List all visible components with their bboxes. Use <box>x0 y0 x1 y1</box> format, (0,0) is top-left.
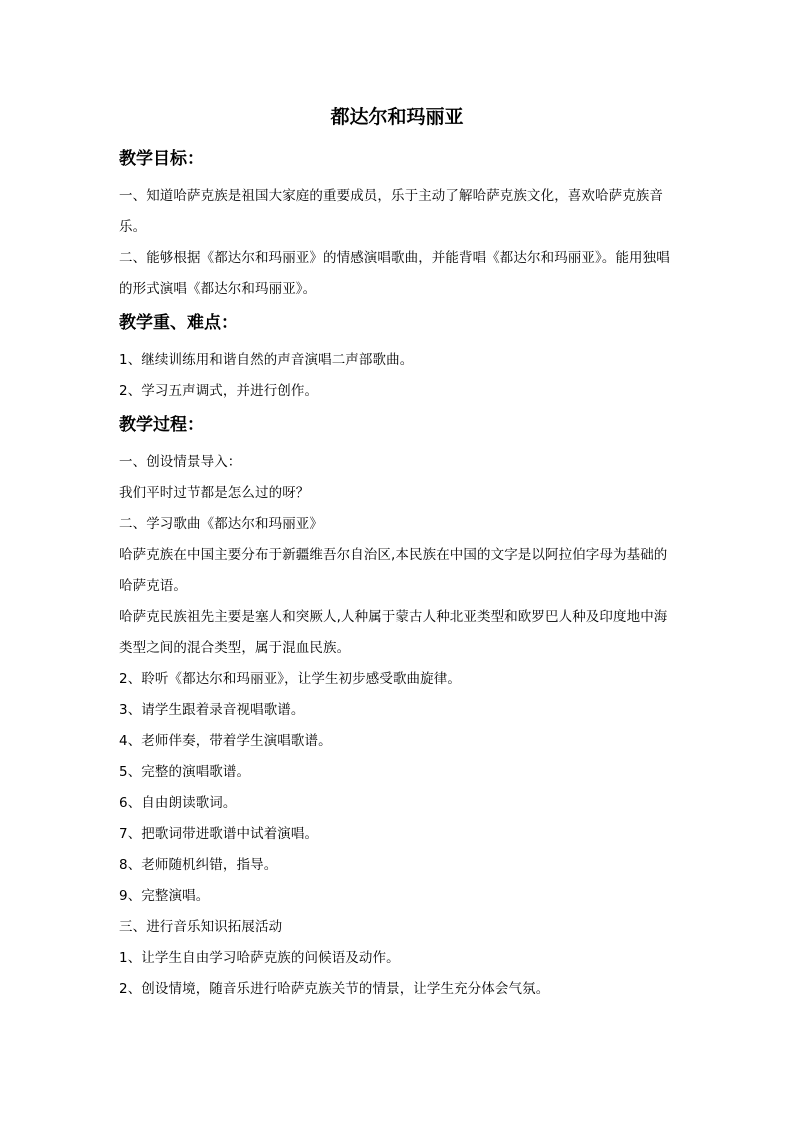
section-heading-process: 教学过程： <box>119 415 204 435</box>
paragraph: 4、老师伴奏，带着学生演唱歌谱。 <box>119 733 332 749</box>
paragraph: 5、完整的演唱歌谱。 <box>119 764 251 780</box>
paragraph: 6、自由朗读歌词。 <box>119 795 237 811</box>
paragraph: 3、请学生跟着录音视唱歌谱。 <box>119 702 305 718</box>
paragraph: 二、能够根据《都达尔和玛丽亚》的情感演唱歌曲，并能背唱《都达尔和玛丽亚》。能用独唱的形式演唱《都达尔和玛丽亚》。 <box>119 250 670 297</box>
paragraph: 哈萨克民族祖先主要是塞人和突厥人,人种属于蒙古人种北亚类型和欧罗巴人种及印度地中海类型之间的混合类型，属于混血民族。 <box>119 609 668 656</box>
paragraph: 7、把歌词带进歌谱中试着演唱。 <box>119 826 319 842</box>
paragraph: 一、知道哈萨克族是祖国大家庭的重要成员，乐于主动了解哈萨克族文化，喜欢哈萨克族音乐。 <box>119 188 663 235</box>
section-heading-key-points: 教学重、难点： <box>119 313 238 333</box>
paragraph: 我们平时过节都是怎么过的呀？ <box>119 485 310 501</box>
section-heading-objectives: 教学目标： <box>119 149 204 169</box>
paragraph: 1、让学生自由学习哈萨克族的问候语及动作。 <box>119 950 400 966</box>
paragraph: 1、继续训练用和谐自然的声音演唱二声部歌曲。 <box>119 352 414 368</box>
paragraph: 2、学习五声调式，并进行创作。 <box>119 383 319 399</box>
paragraph: 二、学习歌曲《都达尔和玛丽亚》 <box>119 516 323 532</box>
paragraph: 2、创设情境，随音乐进行哈萨克族关节的情景，让学生充分体会气氛。 <box>119 981 550 997</box>
paragraph: 2、聆听《都达尔和玛丽亚》，让学生初步感受歌曲旋律。 <box>119 671 461 687</box>
paragraph: 8、老师随机纠错，指导。 <box>119 857 278 873</box>
paragraph: 9、完整演唱。 <box>119 888 210 904</box>
paragraph: 三、进行音乐知识拓展活动 <box>119 919 283 935</box>
paragraph: 一、创设情景导入： <box>119 454 242 470</box>
paragraph: 哈萨克族在中国主要分布于新疆维吾尔自治区,本民族在中国的文字是以阿拉伯字母为基础的哈萨克语。 <box>119 547 668 594</box>
document-body <box>119 145 679 1005</box>
document-title: 都达尔和玛丽亚 <box>330 106 464 128</box>
